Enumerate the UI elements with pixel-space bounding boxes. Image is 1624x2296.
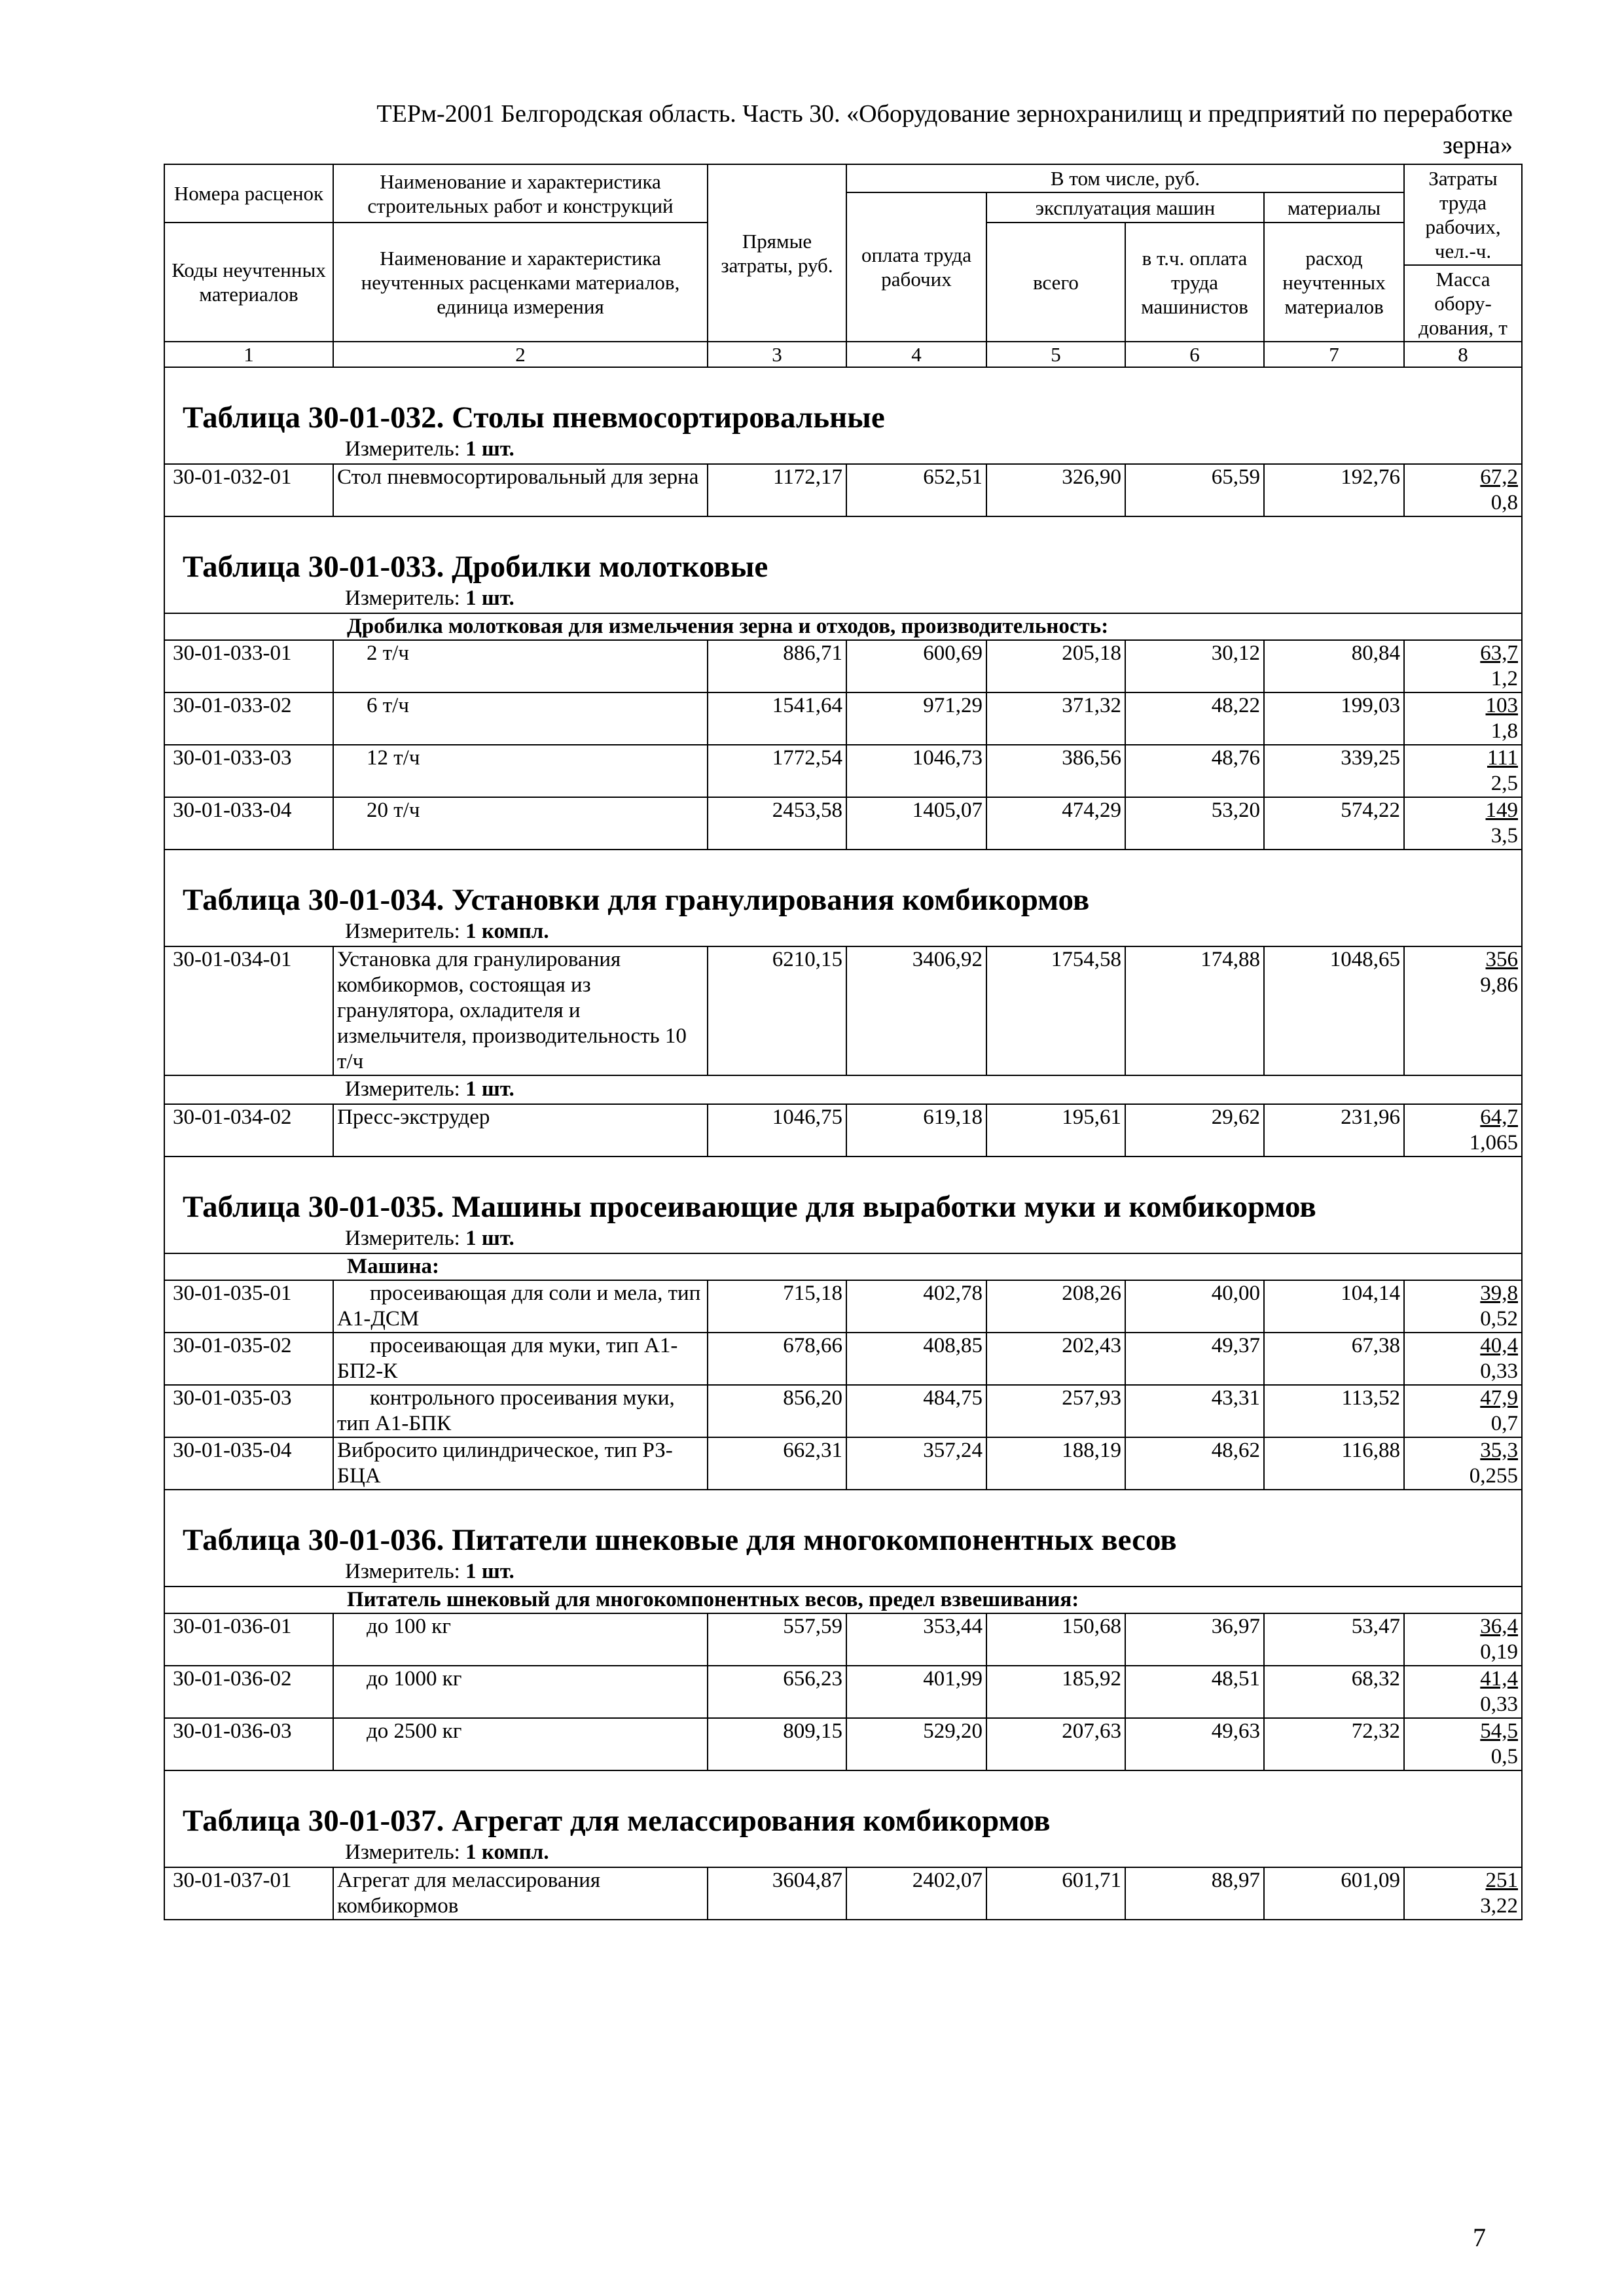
table-row <box>164 797 1522 850</box>
operator-labor-cost: 40,00 <box>1125 1280 1264 1333</box>
operator-labor-cost: 29,62 <box>1125 1104 1264 1157</box>
group-heading: Питатель шнековый для многокомпонентных весов, предел взвешивания: <box>164 1587 1522 1613</box>
rate-code: 30-01-033-04 <box>164 797 333 850</box>
labor-cost: 2402,07 <box>846 1867 986 1920</box>
table-row <box>164 1437 1522 1490</box>
labor-hours-mass: 41,4 0,33 <box>1404 1666 1522 1718</box>
materials-cost: 53,47 <box>1264 1613 1404 1666</box>
operator-labor-cost: 48,76 <box>1125 745 1264 797</box>
materials-cost: 67,38 <box>1264 1333 1404 1385</box>
rate-name: Стол пневмосортировальный для зерна <box>333 464 708 516</box>
rate-name: до 2500 кг <box>333 1718 708 1770</box>
rates-table <box>164 164 1523 1920</box>
labor-cost: 402,78 <box>846 1280 986 1333</box>
rate-code: 30-01-037-01 <box>164 1867 333 1920</box>
rate-code: 30-01-036-02 <box>164 1666 333 1718</box>
materials-cost: 113,52 <box>1264 1385 1404 1437</box>
machine-cost: 257,93 <box>986 1385 1125 1437</box>
rate-code: 30-01-033-01 <box>164 640 333 692</box>
labor-cost: 971,29 <box>846 692 986 745</box>
rate-name: 2 т/ч <box>333 640 708 692</box>
materials-cost: 72,32 <box>1264 1718 1404 1770</box>
section-title: Таблица 30-01-036. Питатели шнековые для многокомпонентных весов <box>183 1523 1177 1557</box>
group-heading: Машина: <box>164 1253 1522 1280</box>
table-row <box>164 1104 1522 1157</box>
operator-labor-cost: 49,37 <box>1125 1333 1264 1385</box>
labor-hours-mass: 40,4 0,33 <box>1404 1333 1522 1385</box>
section-title-row <box>164 1157 1522 1225</box>
labor-cost: 357,24 <box>846 1437 986 1490</box>
rate-name: просеивающая для соли и мела, тип А1-ДСМ <box>333 1280 708 1333</box>
direct-cost: 809,15 <box>708 1718 846 1770</box>
section-title-row <box>164 850 1522 918</box>
labor-cost: 1046,73 <box>846 745 986 797</box>
direct-cost: 856,20 <box>708 1385 846 1437</box>
labor-hours-mass: 63,7 1,2 <box>1404 640 1522 692</box>
labor-cost: 353,44 <box>846 1613 986 1666</box>
unit-row <box>164 1075 1522 1104</box>
col-number: 7 <box>1264 342 1404 367</box>
machine-cost: 1754,58 <box>986 946 1125 1075</box>
machines-header: эксплуатация машин <box>986 192 1264 223</box>
unit-label: Измеритель: 1 шт. <box>345 586 514 610</box>
rate-name: 12 т/ч <box>333 745 708 797</box>
labor-cost: 408,85 <box>846 1333 986 1385</box>
machine-cost: 150,68 <box>986 1613 1125 1666</box>
table-row <box>164 464 1522 516</box>
materials-cost: 601,09 <box>1264 1867 1404 1920</box>
operator-labor-cost: 30,12 <box>1125 640 1264 692</box>
table-row <box>164 1333 1522 1385</box>
operator-labor-cost: 65,59 <box>1125 464 1264 516</box>
table-row <box>164 1385 1522 1437</box>
machine-cost: 371,32 <box>986 692 1125 745</box>
materials-cost: 199,03 <box>1264 692 1404 745</box>
machine-cost: 188,19 <box>986 1437 1125 1490</box>
labor-hours-mass: 39,8 0,52 <box>1404 1280 1522 1333</box>
rate-name: просеивающая для муки, тип А1-БП2-К <box>333 1333 708 1385</box>
rate-name: до 100 кг <box>333 1613 708 1666</box>
labor-hours-mass: 67,2 0,8 <box>1404 464 1522 516</box>
group-row <box>164 1253 1522 1280</box>
rate-code: 30-01-035-02 <box>164 1333 333 1385</box>
page-header <box>242 98 1513 161</box>
section-title: Таблица 30-01-033. Дробилки молотковые <box>183 550 768 584</box>
section-title-row <box>164 516 1522 585</box>
unit-row <box>164 1558 1522 1587</box>
header-line-1: ТЕРм-2001 Белгородская область. Часть 30. «Оборудование зернохранилищ и предприятий по переработке <box>376 100 1513 128</box>
col-number: 1 <box>164 342 333 367</box>
section-title: Таблица 30-01-032. Столы пневмосортировальные <box>183 401 885 435</box>
materials-cost: 1048,65 <box>1264 946 1404 1075</box>
including-header: В том числе, руб. <box>846 164 1404 192</box>
section-title: Таблица 30-01-034. Установки для гранулирования комбикормов <box>183 883 1090 917</box>
direct-cost: 557,59 <box>708 1613 846 1666</box>
labor-cost: 529,20 <box>846 1718 986 1770</box>
rate-code: 30-01-036-01 <box>164 1613 333 1666</box>
labor-cost: 619,18 <box>846 1104 986 1157</box>
labor-cost: 401,99 <box>846 1666 986 1718</box>
col8-bottom-header: Масса обору-дования, т <box>1404 265 1522 342</box>
unit-row <box>164 918 1522 946</box>
unit-label: Измеритель: 1 компл. <box>345 920 549 943</box>
direct-cost: 2453,58 <box>708 797 846 850</box>
operator-labor-cost: 88,97 <box>1125 1867 1264 1920</box>
machine-cost: 208,26 <box>986 1280 1125 1333</box>
column-numbers-row <box>164 342 1522 367</box>
section-title-row <box>164 1490 1522 1558</box>
direct-cost: 1541,64 <box>708 692 846 745</box>
table-row <box>164 1666 1522 1718</box>
group-row <box>164 613 1522 640</box>
table-row <box>164 1613 1522 1666</box>
rate-name: 6 т/ч <box>333 692 708 745</box>
unit-label: Измеритель: 1 шт. <box>345 1560 514 1583</box>
rate-name: Пресс-экструдер <box>333 1104 708 1157</box>
labor-hours-mass: 35,3 0,255 <box>1404 1437 1522 1490</box>
col1-bottom-header: Коды неучтенных материалов <box>164 223 333 342</box>
labor-cost: 600,69 <box>846 640 986 692</box>
direct-cost: 886,71 <box>708 640 846 692</box>
table-row <box>164 640 1522 692</box>
machine-cost: 386,56 <box>986 745 1125 797</box>
unit-label: Измеритель: 1 шт. <box>345 1227 514 1250</box>
table-row <box>164 692 1522 745</box>
col7-header: расход неучтенных материалов <box>1264 223 1404 342</box>
col-number: 5 <box>986 342 1125 367</box>
labor-hours-mass: 54,5 0,5 <box>1404 1718 1522 1770</box>
rate-code: 30-01-033-02 <box>164 692 333 745</box>
header-line-2: зерна» <box>1442 132 1513 159</box>
col3-header: Прямые затраты, руб. <box>708 164 846 342</box>
group-heading: Дробилка молотковая для измельчения зерна и отходов, производительность: <box>164 613 1522 640</box>
materials-cost: 104,14 <box>1264 1280 1404 1333</box>
col1-top-header: Номера расценок <box>164 164 333 223</box>
rate-name: Агрегат для мелассирования комбикормов <box>333 1867 708 1920</box>
operator-labor-cost: 174,88 <box>1125 946 1264 1075</box>
table-row <box>164 1280 1522 1333</box>
col2-top-header: Наименование и характеристика строительных работ и конструкций <box>333 164 708 223</box>
rate-name: Установка для гранулирования комбикормов, состоящая из гранулятора, охладителя и измельчителя, производительность 10 т/ч <box>333 946 708 1075</box>
operator-labor-cost: 48,22 <box>1125 692 1264 745</box>
table-row <box>164 946 1522 1075</box>
page-number: 7 <box>1473 2223 1486 2252</box>
rate-code: 30-01-034-01 <box>164 946 333 1075</box>
rate-code: 30-01-035-03 <box>164 1385 333 1437</box>
unit-label: Измеритель: 1 шт. <box>345 1077 514 1101</box>
table-row <box>164 1718 1522 1770</box>
machine-cost: 205,18 <box>986 640 1125 692</box>
labor-hours-mass: 356 9,86 <box>1404 946 1522 1075</box>
labor-cost: 1405,07 <box>846 797 986 850</box>
labor-cost: 484,75 <box>846 1385 986 1437</box>
direct-cost: 715,18 <box>708 1280 846 1333</box>
rate-code: 30-01-033-03 <box>164 745 333 797</box>
direct-cost: 1772,54 <box>708 745 846 797</box>
labor-hours-mass: 103 1,8 <box>1404 692 1522 745</box>
materials-cost: 68,32 <box>1264 1666 1404 1718</box>
col6-header: в т.ч. оплата труда машинистов <box>1125 223 1264 342</box>
rate-name: до 1000 кг <box>333 1666 708 1718</box>
labor-cost: 3406,92 <box>846 946 986 1075</box>
labor-hours-mass: 251 3,22 <box>1404 1867 1522 1920</box>
materials-cost: 192,76 <box>1264 464 1404 516</box>
operator-labor-cost: 49,63 <box>1125 1718 1264 1770</box>
direct-cost: 656,23 <box>708 1666 846 1718</box>
operator-labor-cost: 48,51 <box>1125 1666 1264 1718</box>
machine-cost: 195,61 <box>986 1104 1125 1157</box>
labor-hours-mass: 111 2,5 <box>1404 745 1522 797</box>
unit-row <box>164 1225 1522 1253</box>
rate-code: 30-01-036-03 <box>164 1718 333 1770</box>
rate-code: 30-01-035-04 <box>164 1437 333 1490</box>
labor-cost: 652,51 <box>846 464 986 516</box>
table-head <box>164 164 1522 367</box>
materials-cost: 116,88 <box>1264 1437 1404 1490</box>
section-title: Таблица 30-01-037. Агрегат для мелассирования комбикормов <box>183 1804 1051 1838</box>
direct-cost: 3604,87 <box>708 1867 846 1920</box>
unit-row <box>164 436 1522 464</box>
direct-cost: 1046,75 <box>708 1104 846 1157</box>
col-number: 2 <box>333 342 708 367</box>
col2-bottom-header: Наименование и характеристика неучтенных расценками материалов, единица измерения <box>333 223 708 342</box>
machine-cost: 601,71 <box>986 1867 1125 1920</box>
direct-cost: 662,31 <box>708 1437 846 1490</box>
direct-cost: 678,66 <box>708 1333 846 1385</box>
operator-labor-cost: 53,20 <box>1125 797 1264 850</box>
unit-label: Измеритель: 1 шт. <box>345 437 514 461</box>
machine-cost: 202,43 <box>986 1333 1125 1385</box>
labor-hours-mass: 36,4 0,19 <box>1404 1613 1522 1666</box>
machine-cost: 207,63 <box>986 1718 1125 1770</box>
col5-header: всего <box>986 223 1125 342</box>
group-row <box>164 1587 1522 1613</box>
operator-labor-cost: 36,97 <box>1125 1613 1264 1666</box>
operator-labor-cost: 48,62 <box>1125 1437 1264 1490</box>
rate-name: 20 т/ч <box>333 797 708 850</box>
machine-cost: 185,92 <box>986 1666 1125 1718</box>
col-number: 6 <box>1125 342 1264 367</box>
unit-row <box>164 585 1522 613</box>
machine-cost: 474,29 <box>986 797 1125 850</box>
section-title-row <box>164 1770 1522 1839</box>
col-number: 4 <box>846 342 986 367</box>
rate-name: Вибросито цилиндрическое, тип РЗ-БЦА <box>333 1437 708 1490</box>
table-row <box>164 745 1522 797</box>
section-title: Таблица 30-01-035. Машины просеивающие для выработки муки и комбикормов <box>183 1190 1316 1224</box>
unit-row <box>164 1839 1522 1867</box>
col-number: 3 <box>708 342 846 367</box>
rate-name: контрольного просеивания муки, тип А1-БПК <box>333 1385 708 1437</box>
rate-code: 30-01-034-02 <box>164 1104 333 1157</box>
labor-hours-mass: 64,7 1,065 <box>1404 1104 1522 1157</box>
materials-header: материалы <box>1264 192 1404 223</box>
unit-label: Измеритель: 1 компл. <box>345 1840 549 1864</box>
materials-cost: 574,22 <box>1264 797 1404 850</box>
section-title-row <box>164 367 1522 436</box>
labor-hours-mass: 149 3,5 <box>1404 797 1522 850</box>
operator-labor-cost: 43,31 <box>1125 1385 1264 1437</box>
direct-cost: 1172,17 <box>708 464 846 516</box>
materials-cost: 80,84 <box>1264 640 1404 692</box>
col-number: 8 <box>1404 342 1522 367</box>
table-row <box>164 1867 1522 1920</box>
rate-code: 30-01-032-01 <box>164 464 333 516</box>
labor-hours-mass: 47,9 0,7 <box>1404 1385 1522 1437</box>
rate-code: 30-01-035-01 <box>164 1280 333 1333</box>
col8-top-header: Затраты труда рабочих, чел.-ч. <box>1404 164 1522 265</box>
machine-cost: 326,90 <box>986 464 1125 516</box>
materials-cost: 339,25 <box>1264 745 1404 797</box>
materials-cost: 231,96 <box>1264 1104 1404 1157</box>
col4-header: оплата труда рабочих <box>846 192 986 342</box>
direct-cost: 6210,15 <box>708 946 846 1075</box>
